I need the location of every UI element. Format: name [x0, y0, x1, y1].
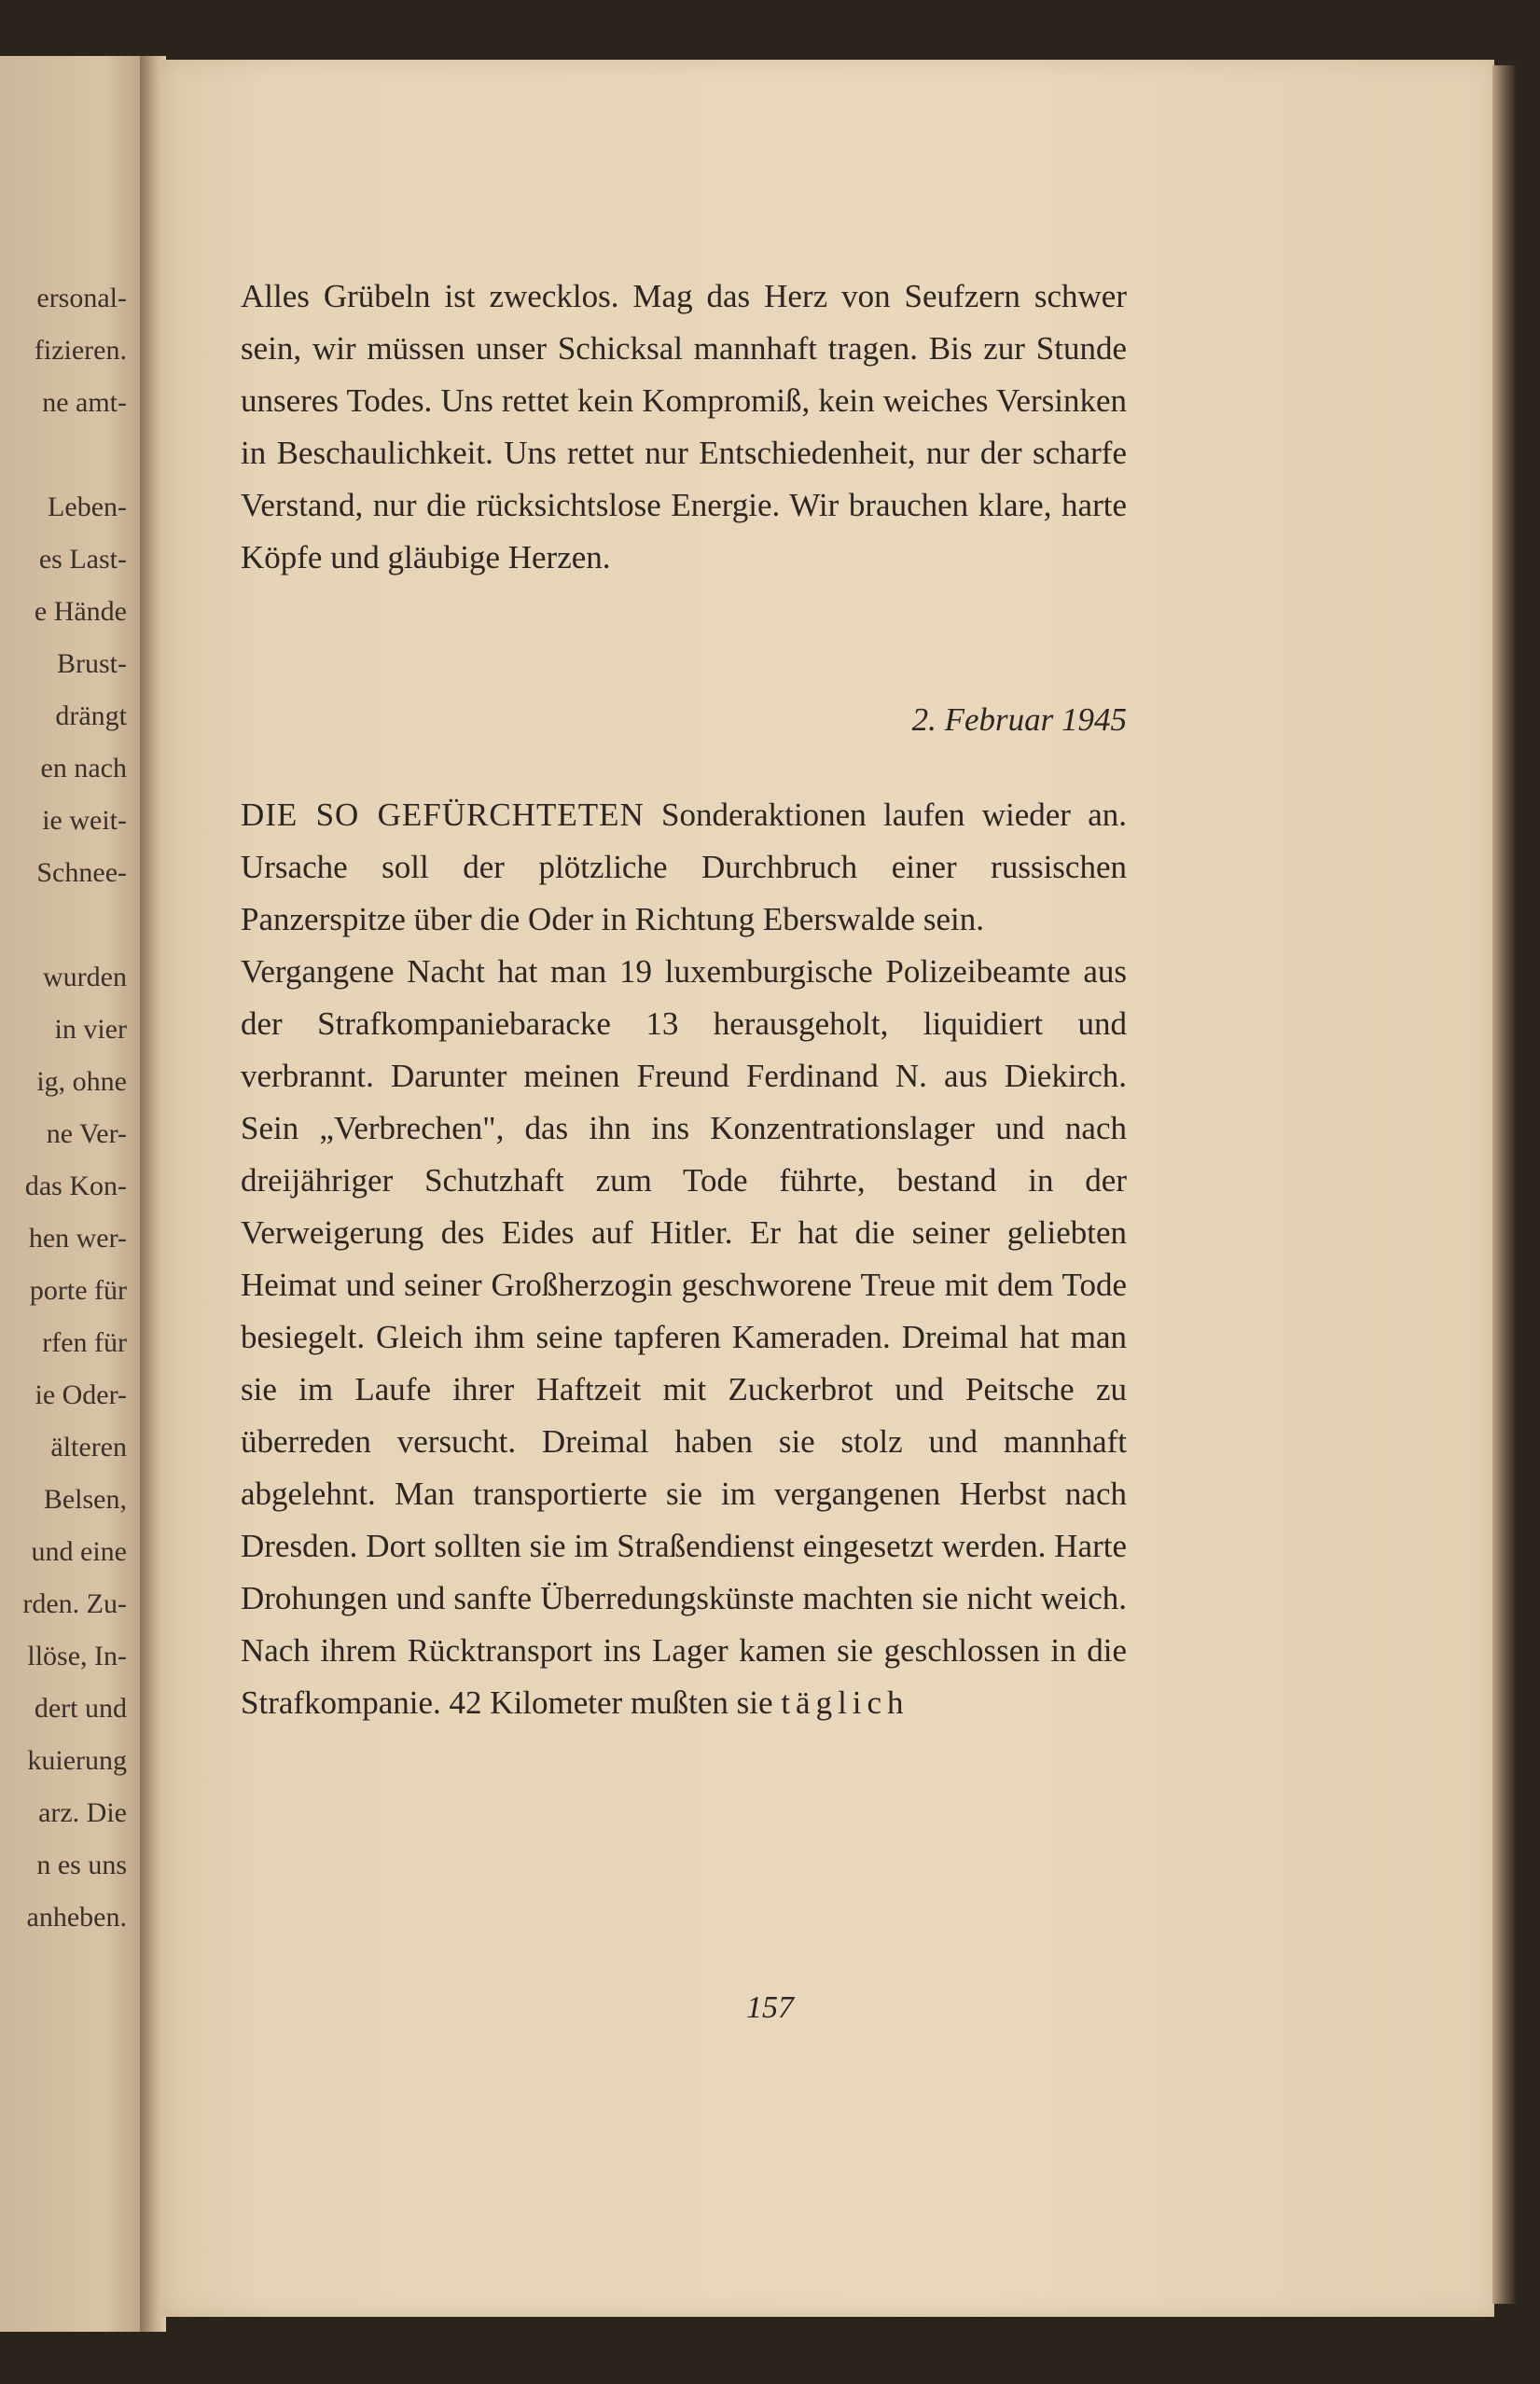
left-line: porte für: [29, 1275, 127, 1306]
left-line: e Hände: [34, 596, 127, 627]
left-line: ie Oder-: [35, 1379, 127, 1410]
left-line: ne amt-: [42, 387, 127, 418]
left-line: drängt: [55, 700, 127, 731]
paragraph: [241, 789, 1127, 946]
page-edge: [1492, 65, 1517, 2304]
left-line: Leben-: [48, 492, 127, 522]
lead-in-caps: DIE SO GEFÜRCHTETEN: [241, 797, 645, 833]
left-line: fizieren.: [34, 335, 127, 366]
left-line: arz. Die: [38, 1797, 127, 1828]
left-line: rfen für: [42, 1327, 127, 1358]
paragraph: [241, 946, 1127, 1729]
page-number: 157: [746, 1990, 794, 2025]
entry-date: 2. Februar 1945: [911, 701, 1127, 738]
left-line: älteren: [50, 1432, 127, 1462]
page-body: [241, 270, 1127, 1729]
paragraph: Alles Grübeln ist zwecklos. Mag das Herz von Seufzern schwer sein, wir müssen unser Schicksal mannhaft tragen. Bis zur Stunde unseres Todes. Uns rettet kein Kompromiß, kein weiches Versinken in Beschaulichkeit. Uns rettet nur Entschiedenheit, nur der scharfe Verstand, nur die rücksichtslose Energie. Wir brauchen klare, harte Köpfe und gläubige Herzen.: [241, 278, 1127, 575]
left-line: hen wer-: [28, 1223, 127, 1254]
left-line: ne Ver-: [46, 1118, 127, 1149]
left-line: Belsen,: [43, 1484, 127, 1515]
paragraph-text: Sonderaktionen laufen wieder an. Ursache soll der plötzliche Durchbruch einer russischen Panzerspitze über die Oder in Richtung Eberswalde sein.: [241, 797, 1127, 937]
left-line: in vier: [54, 1014, 127, 1045]
left-line: n es uns: [36, 1850, 127, 1880]
left-line: wurden: [43, 962, 127, 992]
left-line: ie weit-: [42, 805, 127, 836]
left-line: es Last-: [38, 544, 127, 575]
left-page-text: [0, 272, 127, 1944]
left-line: anheben.: [26, 1902, 127, 1933]
left-line: llöse, In-: [27, 1641, 127, 1671]
left-line: und eine: [31, 1536, 127, 1567]
left-line: Schnee-: [36, 857, 127, 888]
left-line: das Kon-: [24, 1171, 127, 1201]
left-line: dert und: [34, 1693, 127, 1724]
left-line: kuierung: [27, 1745, 127, 1776]
paragraph-text: Vergangene Nacht hat man 19 luxemburgische Polizeibeamte aus der Strafkompaniebaracke 13 herausgeholt, liquidiert und verbrannt. Darunter meinen Freund Ferdinand N. aus Diekirch. Sein „Verbrechen", das ihn ins Konzentrationslager und nach dreijähriger Schutzhaft zum Tode führte, bestand in der Verweigerung des Eides auf Hitler. Er hat die seiner geliebten Heimat und seiner Großherzogin geschworene Treue mit dem Tode besiegelt. Gleich ihm seine tapferen Kameraden. Dreimal hat man sie im Laufe ihrer Haftzeit mit Zuckerbrot und Peitsche zu überreden versucht. Dreimal haben sie stolz und mannhaft abgelehnt. Man transportierte sie im vergangenen Herbst nach Dresden. Dort sollten sie im Straßendienst eingesetzt werden. Harte Drohungen und sanfte Überredungskünste machten sie nicht weich. Nach ihrem Rücktransport ins Lager kamen sie geschlossen in die Strafkompanie. 42 Kilometer mußten sie: [241, 953, 1127, 1721]
left-line: ersonal-: [36, 283, 127, 313]
left-line: Brust-: [57, 648, 127, 679]
left-line: en nach: [40, 753, 127, 783]
left-line: rden. Zu-: [22, 1588, 127, 1619]
left-line: ig, ohne: [36, 1066, 127, 1097]
spaced-word: täglich: [781, 1684, 909, 1721]
